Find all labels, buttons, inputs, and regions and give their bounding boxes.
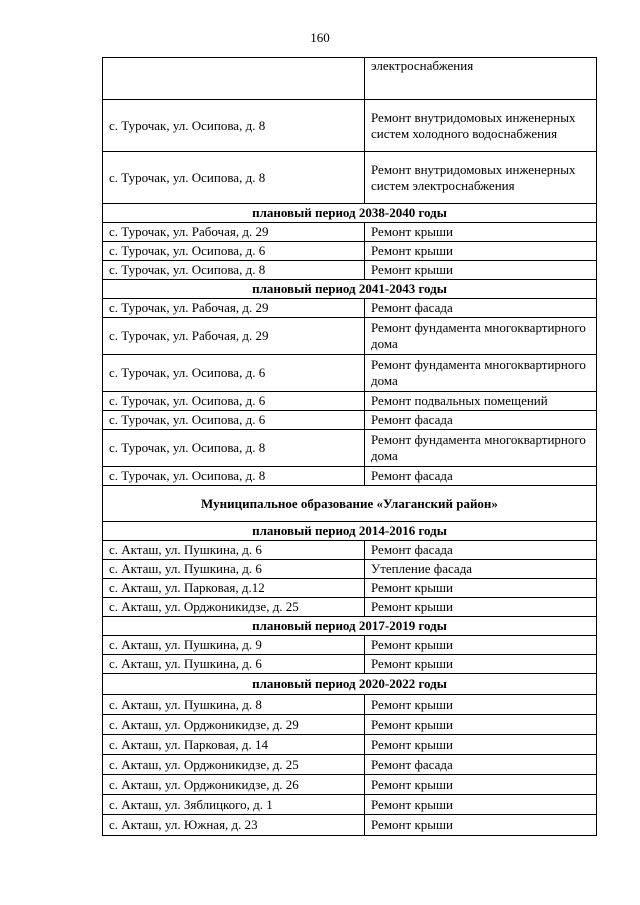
table-row — [103, 735, 597, 755]
address-cell: с. Акташ, ул. Пушкина, д. 8 — [103, 695, 365, 715]
address-cell: с. Акташ, ул. Орджоникидзе, д. 25 — [103, 598, 365, 617]
period-title: плановый период 2017-2019 годы — [103, 617, 597, 636]
work-type-cell: Ремонт фасада — [365, 467, 597, 486]
work-type-cell: Ремонт фасада — [365, 299, 597, 318]
address-cell: с. Турочак, ул. Рабочая, д. 29 — [103, 223, 365, 242]
table-row — [103, 598, 597, 617]
work-type-cell: Ремонт крыши — [365, 655, 597, 674]
work-type-cell: Ремонт крыши — [365, 242, 597, 261]
address-cell: с. Акташ, ул. Орджоникидзе, д. 26 — [103, 775, 365, 795]
work-type-cell: Ремонт внутридомовых инженерных систем электроснабжения — [365, 152, 597, 204]
address-cell: с. Турочак, ул. Осипова, д. 8 — [103, 100, 365, 152]
period-title: плановый период 2038-2040 годы — [103, 204, 597, 223]
work-type-cell: Ремонт крыши — [365, 775, 597, 795]
table-row — [103, 223, 597, 242]
table-row — [103, 715, 597, 735]
address-cell: с. Турочак, ул. Осипова, д. 6 — [103, 242, 365, 261]
address-cell: с. Турочак, ул. Осипова, д. 8 — [103, 467, 365, 486]
table-row — [103, 100, 597, 152]
address-cell: с. Акташ, ул. Парковая, д.12 — [103, 579, 365, 598]
table-row — [103, 560, 597, 579]
work-type-cell: Ремонт фасада — [365, 411, 597, 430]
work-type-cell: Ремонт фасада — [365, 755, 597, 775]
work-type-cell: электроснабжения — [365, 58, 597, 100]
table-row — [103, 695, 597, 715]
table-row — [103, 299, 597, 318]
table-row — [103, 655, 597, 674]
address-cell: с. Турочак, ул. Осипова, д. 8 — [103, 430, 365, 467]
work-type-cell: Ремонт крыши — [365, 695, 597, 715]
period-header-row — [103, 617, 597, 636]
table-row — [103, 242, 597, 261]
municipality-title: Муниципальное образование «Улаганский район» — [103, 486, 597, 522]
table-row — [103, 467, 597, 486]
table-row — [103, 261, 597, 280]
table-row — [103, 636, 597, 655]
address-cell — [103, 58, 365, 100]
work-type-cell: Ремонт фасада — [365, 541, 597, 560]
address-cell: с. Акташ, ул. Зяблицкого, д. 1 — [103, 795, 365, 815]
table-row — [103, 58, 597, 100]
work-type-cell: Ремонт крыши — [365, 815, 597, 836]
work-type-cell: Ремонт крыши — [365, 795, 597, 815]
repair-schedule-table — [102, 57, 597, 836]
period-header-row — [103, 522, 597, 541]
address-cell: с. Акташ, ул. Пушкина, д. 6 — [103, 541, 365, 560]
address-cell: с. Акташ, ул. Пушкина, д. 9 — [103, 636, 365, 655]
address-cell: с. Турочак, ул. Рабочая, д. 29 — [103, 318, 365, 355]
work-type-cell: Ремонт внутридомовых инженерных систем холодного водоснабжения — [365, 100, 597, 152]
address-cell: с. Турочак, ул. Осипова, д. 6 — [103, 355, 365, 392]
period-title: плановый период 2041-2043 годы — [103, 280, 597, 299]
period-title: плановый период 2020-2022 годы — [103, 674, 597, 695]
work-type-cell: Утепление фасада — [365, 560, 597, 579]
table-row — [103, 355, 597, 392]
address-cell: с. Акташ, ул. Парковая, д. 14 — [103, 735, 365, 755]
work-type-cell: Ремонт крыши — [365, 261, 597, 280]
period-header-row — [103, 280, 597, 299]
table-row — [103, 430, 597, 467]
work-type-cell: Ремонт крыши — [365, 598, 597, 617]
address-cell: с. Акташ, ул. Пушкина, д. 6 — [103, 655, 365, 674]
page-number: 160 — [310, 30, 330, 45]
table-row — [103, 579, 597, 598]
work-type-cell: Ремонт крыши — [365, 223, 597, 242]
address-cell: с. Турочак, ул. Осипова, д. 6 — [103, 392, 365, 411]
address-cell: с. Акташ, ул. Южная, д. 23 — [103, 815, 365, 836]
work-type-cell: Ремонт фундамента многоквартирного дома — [365, 430, 597, 467]
table-row — [103, 318, 597, 355]
table-body — [103, 58, 597, 836]
work-type-cell: Ремонт крыши — [365, 579, 597, 598]
period-header-row — [103, 204, 597, 223]
address-cell: с. Турочак, ул. Осипова, д. 8 — [103, 261, 365, 280]
table-row — [103, 541, 597, 560]
municipality-header-row — [103, 486, 597, 522]
table-row — [103, 152, 597, 204]
table-row — [103, 411, 597, 430]
address-cell: с. Турочак, ул. Осипова, д. 8 — [103, 152, 365, 204]
work-type-cell: Ремонт фундамента многоквартирного дома — [365, 318, 597, 355]
address-cell: с. Турочак, ул. Осипова, д. 6 — [103, 411, 365, 430]
table-row — [103, 775, 597, 795]
address-cell: с. Турочак, ул. Рабочая, д. 29 — [103, 299, 365, 318]
work-type-cell: Ремонт подвальных помещений — [365, 392, 597, 411]
work-type-cell: Ремонт крыши — [365, 715, 597, 735]
table-row — [103, 392, 597, 411]
work-type-cell: Ремонт крыши — [365, 735, 597, 755]
table-row — [103, 795, 597, 815]
period-title: плановый период 2014-2016 годы — [103, 522, 597, 541]
address-cell: с. Акташ, ул. Орджоникидзе, д. 25 — [103, 755, 365, 775]
period-header-row — [103, 674, 597, 695]
address-cell: с. Акташ, ул. Пушкина, д. 6 — [103, 560, 365, 579]
address-cell: с. Акташ, ул. Орджоникидзе, д. 29 — [103, 715, 365, 735]
table-row — [103, 815, 597, 836]
work-type-cell: Ремонт фундамента многоквартирного дома — [365, 355, 597, 392]
work-type-cell: Ремонт крыши — [365, 636, 597, 655]
table-row — [103, 755, 597, 775]
